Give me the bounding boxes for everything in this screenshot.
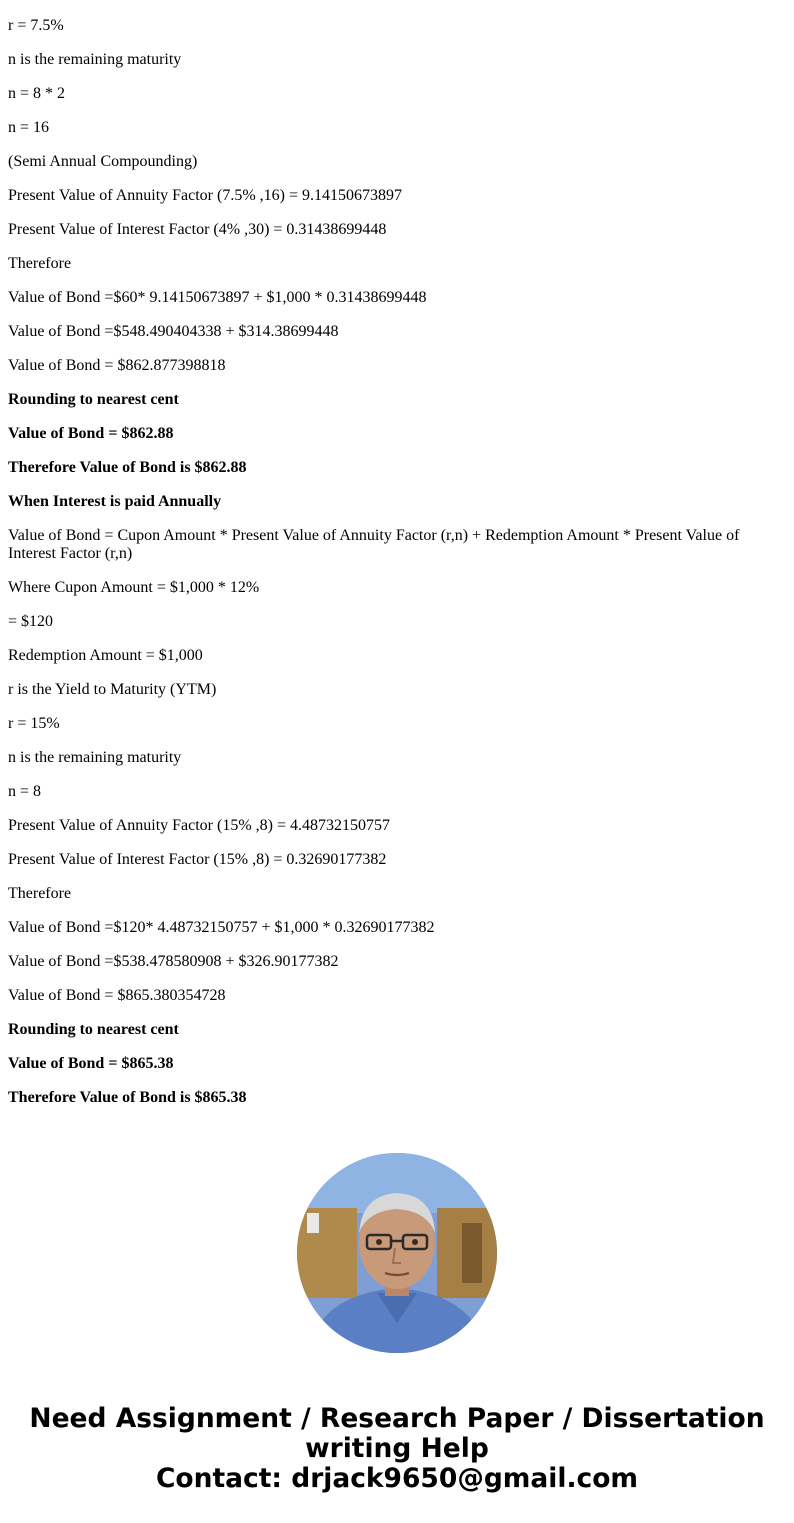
text-line: Present Value of Interest Factor (4% ,30) = 0.31438699448 bbox=[8, 221, 387, 238]
bold-text-line: Rounding to nearest cent bbox=[8, 1021, 179, 1038]
text-line: Where Cupon Amount = $1,000 * 12% bbox=[8, 579, 260, 596]
text-line: Value of Bond =$120* 4.48732150757 + $1,000 * 0.32690177382 bbox=[8, 919, 435, 936]
text-line: Value of Bond =$538.478580908 + $326.90177382 bbox=[8, 953, 339, 970]
bold-text-line: Value of Bond = $862.88 bbox=[8, 425, 174, 442]
footer-line-2: writing Help bbox=[305, 1433, 489, 1464]
bold-text-line: Therefore Value of Bond is $865.38 bbox=[8, 1089, 247, 1106]
text-line: n = 8 * 2 bbox=[8, 85, 66, 102]
text-line: = $120 bbox=[8, 613, 54, 630]
text-line: Value of Bond = $865.380354728 bbox=[8, 987, 226, 1004]
text-line: Value of Bond =$60* 9.14150673897 + $1,000 * 0.31438699448 bbox=[8, 289, 427, 306]
text-line: r = 15% bbox=[8, 715, 60, 732]
text-line: Present Value of Interest Factor (15% ,8) = 0.32690177382 bbox=[8, 851, 387, 868]
text-line: Value of Bond =$548.490404338 + $314.38699448 bbox=[8, 323, 339, 340]
text-line: Therefore bbox=[8, 255, 72, 272]
text-line: Therefore bbox=[8, 885, 72, 902]
text-line: Present Value of Annuity Factor (7.5% ,16) = 9.14150673897 bbox=[8, 187, 403, 204]
text-line: n = 16 bbox=[8, 119, 50, 136]
text-line: Value of Bond = $862.877398818 bbox=[8, 357, 226, 374]
text-line: Value of Bond = Cupon Amount * Present Value of Annuity Factor (r,n) + Redemption Amount * Present Value of Interest Factor (r,n) bbox=[8, 527, 740, 562]
author-photo bbox=[297, 1153, 497, 1353]
bold-text-line: When Interest is paid Annually bbox=[8, 493, 222, 510]
footer-promo bbox=[0, 1404, 794, 1494]
text-line: Present Value of Annuity Factor (15% ,8) = 4.48732150757 bbox=[8, 817, 391, 834]
bold-text-line: Value of Bond = $865.38 bbox=[8, 1055, 174, 1072]
bold-text-line: Therefore Value of Bond is $862.88 bbox=[8, 459, 247, 476]
bold-text-line: Rounding to nearest cent bbox=[8, 391, 179, 408]
footer-line-1: Need Assignment / Research Paper / Dissertation bbox=[29, 1403, 765, 1434]
text-line: n = 8 bbox=[8, 783, 42, 800]
person-portrait-icon bbox=[297, 1153, 497, 1353]
text-line: Redemption Amount = $1,000 bbox=[8, 647, 203, 664]
text-line: n is the remaining maturity bbox=[8, 749, 182, 766]
text-line: r = 7.5% bbox=[8, 17, 64, 34]
text-line: n is the remaining maturity bbox=[8, 51, 182, 68]
text-line: r is the Yield to Maturity (YTM) bbox=[8, 681, 217, 698]
footer-contact-line: Contact: drjack9650@gmail.com bbox=[155, 1463, 639, 1494]
text-line: (Semi Annual Compounding) bbox=[8, 153, 198, 170]
